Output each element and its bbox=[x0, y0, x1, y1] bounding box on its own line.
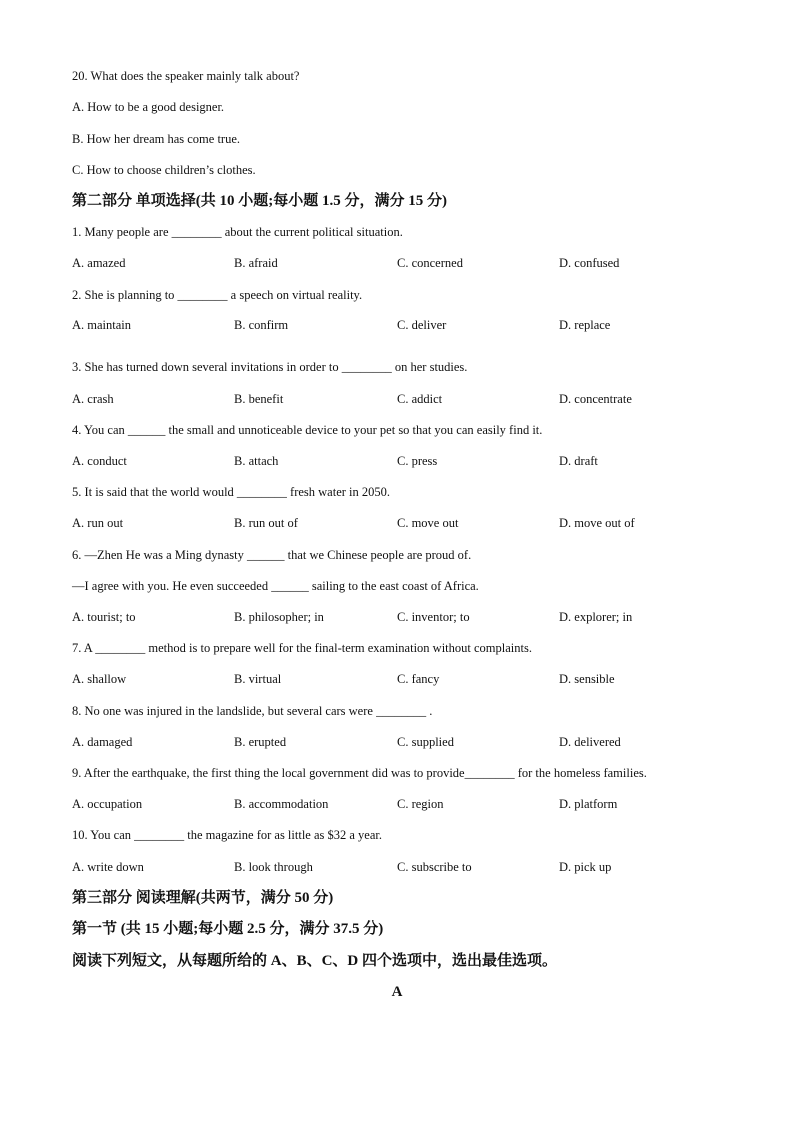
question-6-reply: —I agree with you. He even succeeded ______ sailing to the east coast of Africa. bbox=[72, 579, 479, 593]
question-9: 9. After the earthquake, the first thing the local government did was to provide________ for the homeless families. bbox=[72, 766, 647, 780]
option-a: A. write down bbox=[72, 860, 144, 874]
option-a: A. conduct bbox=[72, 454, 127, 468]
question-10: 10. You can ________ the magazine for as little as $32 a year. bbox=[72, 828, 382, 842]
option-d: D. concentrate bbox=[559, 392, 632, 406]
option-c: C. region bbox=[397, 797, 444, 811]
question-3: 3. She has turned down several invitations in order to ________ on her studies. bbox=[72, 360, 468, 374]
question-9-options bbox=[72, 796, 752, 812]
question-5: 5. It is said that the world would ________ fresh water in 2050. bbox=[72, 485, 391, 499]
option-d: D. move out of bbox=[559, 516, 635, 530]
question-4: 4. You can ______ the small and unnoticeable device to your pet so that you can easily find it. bbox=[72, 423, 543, 437]
question-3-options bbox=[72, 391, 752, 407]
question-20: 20. What does the speaker mainly talk about? bbox=[72, 69, 300, 83]
question-6: 6. —Zhen He was a Ming dynasty ______ that we Chinese people are proud of. bbox=[72, 548, 472, 562]
option-d: D. sensible bbox=[559, 672, 615, 686]
option-b: B. confirm bbox=[234, 318, 289, 332]
option-b: B. afraid bbox=[234, 256, 278, 270]
option-c: C. supplied bbox=[397, 735, 454, 749]
option-c: C. subscribe to bbox=[397, 860, 472, 874]
question-6-options bbox=[72, 609, 752, 625]
q20-option-b: B. How her dream has come true. bbox=[72, 132, 240, 146]
q20-option-c: C. How to choose children’s clothes. bbox=[72, 163, 256, 177]
option-d: D. explorer; in bbox=[559, 610, 633, 624]
question-8-options bbox=[72, 734, 752, 750]
question-2-options bbox=[72, 317, 752, 333]
option-d: D. pick up bbox=[559, 860, 612, 874]
question-5-options bbox=[72, 515, 752, 531]
option-c: C. press bbox=[397, 454, 438, 468]
option-c: C. move out bbox=[397, 516, 459, 530]
option-a: A. run out bbox=[72, 516, 124, 530]
question-10-options bbox=[72, 859, 752, 875]
option-b: B. look through bbox=[234, 860, 313, 874]
q20-option-a: A. How to be a good designer. bbox=[72, 100, 225, 114]
option-b: B. accommodation bbox=[234, 797, 329, 811]
option-a: A. damaged bbox=[72, 735, 133, 749]
option-b: B. benefit bbox=[234, 392, 284, 406]
option-b: B. virtual bbox=[234, 672, 282, 686]
option-b: B. attach bbox=[234, 454, 279, 468]
part3-section1-heading: 第一节 (共 15 小题;每小题 2.5 分，满分 37.5 分) bbox=[72, 921, 384, 937]
option-c: C. addict bbox=[397, 392, 443, 406]
option-a: A. crash bbox=[72, 392, 114, 406]
question-4-options bbox=[72, 453, 752, 469]
question-7-options bbox=[72, 671, 752, 687]
question-2: 2. She is planning to ________ a speech on virtual reality. bbox=[72, 288, 363, 302]
option-d: D. confused bbox=[559, 256, 620, 270]
option-a: A. shallow bbox=[72, 672, 127, 686]
option-b: B. run out of bbox=[234, 516, 298, 530]
option-a: A. tourist; to bbox=[72, 610, 136, 624]
option-a: A. occupation bbox=[72, 797, 143, 811]
part2-heading: 第二部分 单项选择(共 10 小题;每小题 1.5 分，满分 15 分) bbox=[72, 193, 447, 209]
option-d: D. draft bbox=[559, 454, 598, 468]
option-a: A. amazed bbox=[72, 256, 126, 270]
passage-label: A bbox=[391, 984, 403, 1000]
question-1-options bbox=[72, 255, 752, 271]
option-b: B. erupted bbox=[234, 735, 287, 749]
option-b: B. philosopher; in bbox=[234, 610, 324, 624]
part3-instruction: 阅读下列短文，从每题所给的 A、B、C、D 四个选项中，选出最佳选项。 bbox=[72, 953, 558, 969]
option-c: C. deliver bbox=[397, 318, 447, 332]
option-d: D. platform bbox=[559, 797, 618, 811]
option-a: A. maintain bbox=[72, 318, 132, 332]
question-8: 8. No one was injured in the landslide, but several cars were ________ . bbox=[72, 704, 433, 718]
option-c: C. concerned bbox=[397, 256, 463, 270]
part3-heading: 第三部分 阅读理解(共两节，满分 50 分) bbox=[72, 890, 334, 906]
option-c: C. inventor; to bbox=[397, 610, 470, 624]
option-d: D. delivered bbox=[559, 735, 621, 749]
option-d: D. replace bbox=[559, 318, 611, 332]
question-1: 1. Many people are ________ about the current political situation. bbox=[72, 225, 403, 239]
question-7: 7. A ________ method is to prepare well for the final-term examination without complaints. bbox=[72, 641, 532, 655]
option-c: C. fancy bbox=[397, 672, 440, 686]
